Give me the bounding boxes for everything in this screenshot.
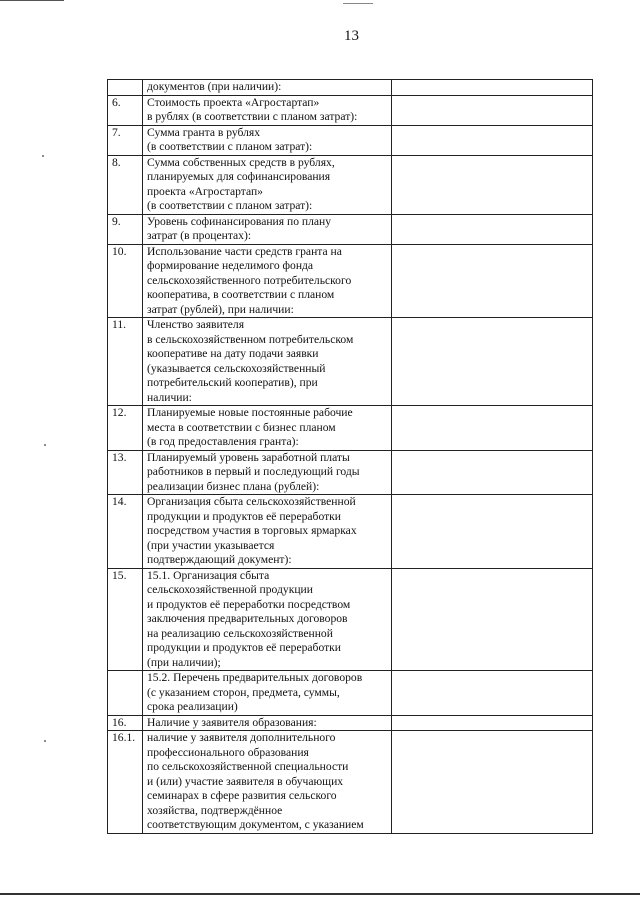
row-label-line: 15.1. Организация сбыта <box>147 568 270 582</box>
row-number: 14. <box>108 495 143 569</box>
row-label-line: реализации бизнес плана (рублей): <box>147 479 320 493</box>
row-value-cell[interactable] <box>392 731 593 834</box>
row-label <box>143 495 392 569</box>
row-label-line: продукции и продуктов её переработки <box>147 641 342 654</box>
row-number <box>108 671 143 716</box>
row-label-line: посредством участия в торговых ярмарках <box>147 524 357 537</box>
row-label <box>143 715 392 731</box>
row-label-line: Планируемые новые постоянные рабочие <box>147 406 353 419</box>
row-label-line: сельскохозяйственной продукции <box>147 583 313 596</box>
row-label-line: Планируемый уровень заработной платы <box>147 450 350 464</box>
row-label-line: места в соответствии с бизнес планом <box>147 420 336 434</box>
row-number: 13. <box>108 450 143 495</box>
table-row <box>108 671 593 716</box>
scan-speck <box>42 155 44 157</box>
row-number: 8. <box>108 155 143 214</box>
row-label-line: (при наличии); <box>147 655 221 669</box>
row-label <box>143 671 392 716</box>
row-label-line: Уровень софинансирования по плану <box>147 214 332 228</box>
table-row <box>108 95 593 125</box>
row-value-cell[interactable] <box>392 125 593 155</box>
row-value-cell[interactable] <box>392 671 593 716</box>
row-label-line: кооператива, в соответствии с планом <box>147 288 335 301</box>
row-label <box>143 568 392 671</box>
row-label-line: сельскохозяйственного потребительского <box>147 273 352 287</box>
table-row <box>108 244 593 318</box>
row-label-line: (в соответствии с планом затрат): <box>147 199 313 212</box>
row-label-line: планируемых для софинансирования <box>147 170 331 183</box>
row-label <box>143 318 392 406</box>
row-label-line: на реализацию сельскохозяйственной <box>147 626 333 640</box>
top-left-rule <box>0 0 64 1</box>
row-label-line: затрат (рублей), при наличии: <box>147 302 294 316</box>
row-label-line: (при участии указывается <box>147 538 275 552</box>
row-number: 7. <box>108 125 143 155</box>
table-row <box>108 125 593 155</box>
row-label-line: Организация сбыта сельскохозяйственной <box>147 495 356 508</box>
row-label-line: Стоимость проекта «Агростартап» <box>147 95 320 109</box>
table-row <box>108 318 593 406</box>
row-number: 16. <box>108 715 143 731</box>
row-label-line: Использование части средств гранта на <box>147 244 342 258</box>
table-row <box>108 155 593 214</box>
row-label-line: подтверждающий документ): <box>147 553 292 566</box>
table-row <box>108 450 593 495</box>
page-number: 13 <box>344 28 359 44</box>
row-value-cell[interactable] <box>392 95 593 125</box>
table-row <box>108 715 593 731</box>
row-number: 16.1. <box>108 731 143 834</box>
row-label-line: продукции и продуктов её переработки <box>147 509 342 523</box>
top-right-rule <box>343 3 373 4</box>
row-label-line: хозяйства, подтверждённое <box>147 803 283 817</box>
form-table-body <box>108 80 593 834</box>
row-number: 11. <box>108 318 143 406</box>
row-label-line: проекта «Агростартап» <box>147 184 263 198</box>
row-label-line: и (или) участие заявителя в обучающих <box>147 774 344 788</box>
row-label <box>143 244 392 318</box>
row-value-cell[interactable] <box>392 214 593 244</box>
row-label <box>143 214 392 244</box>
table-row <box>108 568 593 671</box>
row-label-line: заключения предварительных договоров <box>147 612 348 625</box>
row-label-line: и продуктов её переработки посредством <box>147 597 351 611</box>
row-label <box>143 406 392 451</box>
row-label-line: (указывается сельскохозяйственный <box>147 361 326 375</box>
row-label-line: документов (при наличии): <box>147 80 282 93</box>
row-label <box>143 125 392 155</box>
row-label-line: Сумма гранта в рублях <box>147 125 261 139</box>
row-value-cell[interactable] <box>392 244 593 318</box>
row-number: 6. <box>108 95 143 125</box>
row-label-line: затрат (в процентах): <box>147 229 252 242</box>
row-label-line: в сельскохозяйственном потребительском <box>147 332 354 346</box>
row-label-line: наличие у заявителя дополнительного <box>147 731 336 744</box>
table-row <box>108 80 593 96</box>
row-label <box>143 95 392 125</box>
application-form-table <box>107 79 593 834</box>
row-value-cell[interactable] <box>392 318 593 406</box>
row-label-line: срока реализации) <box>147 700 238 713</box>
table-row <box>108 406 593 451</box>
row-label-line: по сельскохозяйственной специальности <box>147 760 349 773</box>
table-row <box>108 214 593 244</box>
scan-speck <box>44 740 46 742</box>
row-number: 15. <box>108 568 143 671</box>
row-label <box>143 155 392 214</box>
row-value-cell[interactable] <box>392 406 593 451</box>
row-label-line: (с указанием сторон, предмета, суммы, <box>147 685 340 699</box>
row-label-line: (в соответствии с планом затрат): <box>147 140 313 153</box>
row-label-line: Наличие у заявителя образования: <box>147 715 317 729</box>
row-label-line: (в год предоставления гранта): <box>147 435 299 448</box>
row-value-cell[interactable] <box>392 80 593 96</box>
row-value-cell[interactable] <box>392 450 593 495</box>
row-value-cell[interactable] <box>392 155 593 214</box>
row-label-line: 15.2. Перечень предварительных договоров <box>147 671 363 684</box>
row-label-line: наличии: <box>147 390 192 404</box>
row-label-line: работников в первый и последующий годы <box>147 465 360 478</box>
row-label-line: профессионального образования <box>147 745 309 759</box>
row-label-line: в рублях (в соответствии с планом затрат): <box>147 110 358 123</box>
row-number: 12. <box>108 406 143 451</box>
row-number: 9. <box>108 214 143 244</box>
row-label-line: семинарах в сфере развития сельского <box>147 789 337 802</box>
table-row <box>108 731 593 834</box>
row-label <box>143 731 392 834</box>
row-value-cell[interactable] <box>392 715 593 731</box>
table-row <box>108 495 593 569</box>
row-label-line: Членство заявителя <box>147 318 245 331</box>
row-label <box>143 450 392 495</box>
scan-speck <box>44 444 46 446</box>
row-label-line: кооперативе на дату подачи заявки <box>147 347 319 360</box>
row-label <box>143 80 392 96</box>
bottom-rule <box>0 893 640 895</box>
row-value-cell[interactable] <box>392 568 593 671</box>
row-label-line: Сумма собственных средств в рублях, <box>147 155 335 169</box>
row-label-line: соответствующим документом, с указанием <box>147 818 364 831</box>
row-number: 10. <box>108 244 143 318</box>
row-number <box>108 80 143 96</box>
row-label-line: формирование неделимого фонда <box>147 259 314 272</box>
row-label-line: потребительский кооператив), при <box>147 376 318 389</box>
row-value-cell[interactable] <box>392 495 593 569</box>
